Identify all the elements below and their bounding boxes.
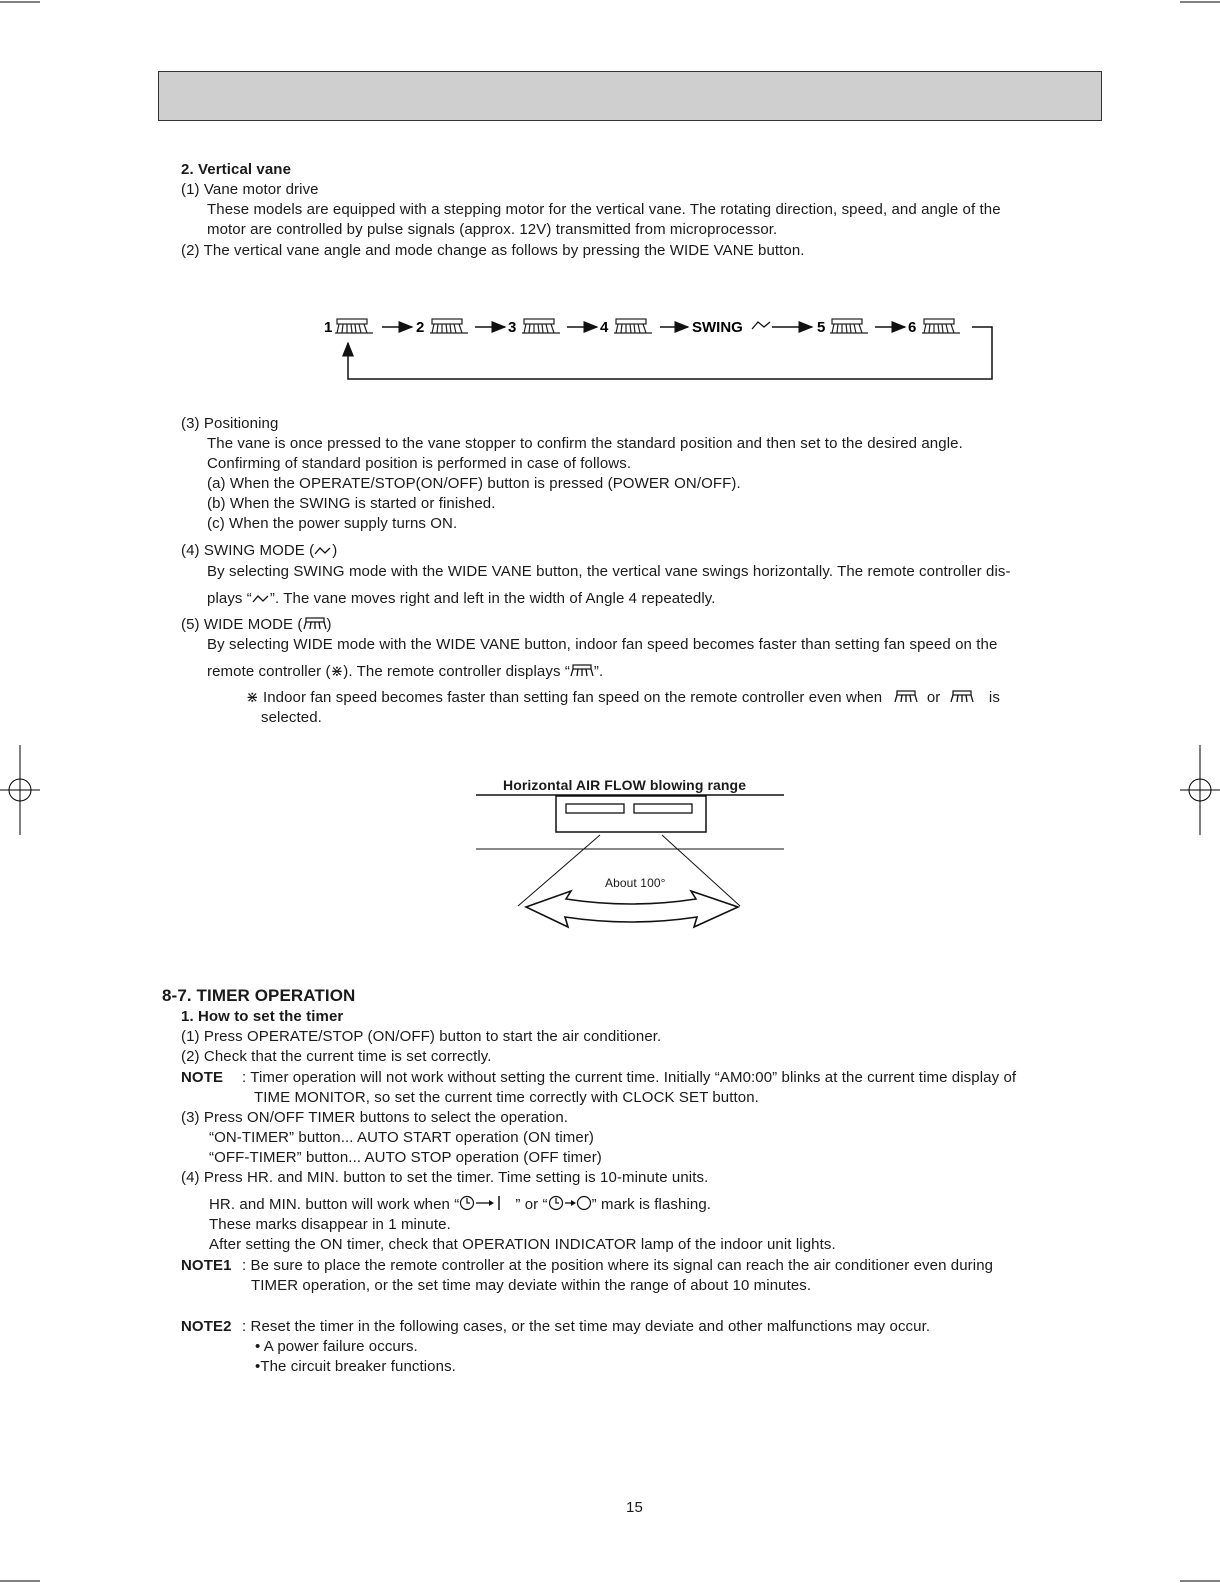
swing-mode-text-2: plays “ ”. The vane moves right and left in the width of Angle 4 repeatedly. (207, 590, 716, 607)
indoor-unit-icon (556, 796, 706, 832)
positioning-title: (3) Positioning (181, 415, 279, 432)
off-timer-icon (548, 1194, 592, 1212)
vane-motor-title: (1) Vane motor drive (181, 181, 319, 198)
vane-motor-text-1: These models are equipped with a stepping motor for the vertical vane. The rotating direction, speed, and angle of the (207, 201, 1001, 218)
timer-subheading: 1. How to set the timer (181, 1008, 344, 1025)
vane-motor-text-2: motor are controlled by pulse signals (approx. 12V) transmitted from microprocessor. (207, 221, 778, 238)
asterisk-mark: ⋇ (246, 689, 259, 706)
registration-mark-left (0, 745, 40, 835)
wide-mode-text-2: remote controller (⋇). The remote controller displays “ ”. (207, 663, 604, 680)
vane-step-5: 5 (817, 319, 826, 336)
timer-note2-bullet-1: • A power failure occurs. (255, 1338, 418, 1355)
return-loop-line (348, 327, 992, 379)
positioning-text-2: Confirming of standard position is performed in case of follows. (207, 455, 632, 472)
timer-on-button-desc: “ON-TIMER” button... AUTO START operation (ON timer) (209, 1129, 595, 1146)
timer-note-text-1: : Timer operation will not work without setting the current time. Initially “AM0:00” blinks at the current time display of (242, 1069, 1017, 1086)
vane-step-6: 6 (908, 319, 917, 336)
airflow-range-arrow (526, 891, 738, 927)
swing-icon (252, 592, 270, 606)
wide-vane-icon (570, 663, 594, 679)
timer-note2-text-1: : Reset the timer in the following cases, or the set time may deviate and other malfunctions may occur. (242, 1318, 931, 1335)
timer-note-label: NOTE (181, 1069, 224, 1086)
vane-step-4: 4 (600, 319, 609, 336)
airflow-angle-label: About 100° (605, 876, 666, 890)
positioning-case-c: (c) When the power supply turns ON. (207, 515, 458, 532)
timer-step-1: (1) Press OPERATE/STOP (ON/OFF) button to start the air conditioner. (181, 1028, 662, 1045)
vane-sequence-diagram (320, 305, 1010, 387)
wide-mode-note-line-2: selected. (261, 709, 322, 726)
vane-position-4-icon (614, 319, 652, 333)
timer-step-4-text-3: After setting the ON timer, check that OPERATION INDICATOR lamp of the indoor unit lights. (209, 1236, 836, 1253)
swing-mode-title: (4) SWING MODE ( ) (181, 542, 338, 559)
positioning-text-1: The vane is once pressed to the vane stopper to confirm the standard position and then set to the desired angle. (207, 435, 963, 452)
fan-speed-super-high-icon (949, 689, 975, 705)
wide-vane-icon (303, 616, 327, 632)
timer-note2-bullet-2: •The circuit breaker functions. (255, 1358, 456, 1375)
wide-mode-note-line-1: ⋇ Indoor fan speed becomes faster than setting fan speed on the remote controller even when or is (246, 689, 1000, 706)
swing-icon (314, 544, 332, 558)
timer-note1-text-2: TIMER operation, or the set time may deviate within the range of about 10 minutes. (251, 1277, 812, 1294)
timer-step-4: (4) Press HR. and MIN. button to set the timer. Time setting is 10-minute units. (181, 1169, 709, 1186)
vane-position-2-icon (430, 319, 468, 333)
swing-icon (752, 322, 770, 329)
positioning-case-a: (a) When the OPERATE/STOP(ON/OFF) button is pressed (POWER ON/OFF). (207, 475, 741, 492)
vertical-vane-heading: 2. Vertical vane (181, 161, 292, 178)
airflow-diagram-title: Horizontal AIR FLOW blowing range (503, 777, 747, 793)
timer-note1-text-1: : Be sure to place the remote controller at the position where its signal can reach the air conditioner even during (242, 1257, 994, 1274)
vane-position-3-icon (522, 319, 560, 333)
timer-note1-label: NOTE1 (181, 1257, 232, 1274)
timer-off-button-desc: “OFF-TIMER” button... AUTO STOP operation (OFF timer) (209, 1149, 602, 1166)
registration-mark-right (1180, 745, 1220, 835)
vane-position-1-icon (335, 319, 373, 333)
wide-mode-title: (5) WIDE MODE ( ) (181, 616, 332, 633)
positioning-case-b: (b) When the SWING is started or finished. (207, 495, 496, 512)
vane-step-1: 1 (324, 319, 333, 336)
wide-mode-text-1: By selecting WIDE mode with the WIDE VANE button, indoor fan speed becomes faster than setting fan speed on the (207, 636, 998, 653)
timer-step-2: (2) Check that the current time is set correctly. (181, 1048, 492, 1065)
timer-step-4-text-1: HR. and MIN. button will work when “ ” or “ ” mark is flashing. (209, 1196, 712, 1213)
timer-step-4-text-2: These marks disappear in 1 minute. (209, 1216, 451, 1233)
timer-section-heading: 8-7. TIMER OPERATION (162, 986, 356, 1005)
section-header-bar (158, 71, 1102, 121)
timer-step-3: (3) Press ON/OFF TIMER buttons to select the operation. (181, 1109, 569, 1126)
asterisk-mark: ⋇ (330, 663, 344, 680)
page-number: 15 (626, 1499, 643, 1516)
fan-speed-high-icon (893, 689, 919, 705)
vane-step-swing: SWING (692, 319, 743, 336)
vane-position-6-icon (922, 319, 960, 333)
vane-step-3: 3 (508, 319, 517, 336)
vane-step-2: 2 (416, 319, 425, 336)
swing-mode-text-1: By selecting SWING mode with the WIDE VANE button, the vertical vane swings horizontally. The remote controller dis- (207, 563, 1011, 580)
timer-note-text-2: TIME MONITOR, so set the current time correctly with CLOCK SET button. (254, 1089, 759, 1106)
vane-position-5-icon (830, 319, 868, 333)
on-timer-icon (459, 1194, 515, 1212)
vane-angle-title: (2) The vertical vane angle and mode change as follows by pressing the WIDE VANE button. (181, 242, 805, 259)
timer-note2-label: NOTE2 (181, 1318, 232, 1335)
